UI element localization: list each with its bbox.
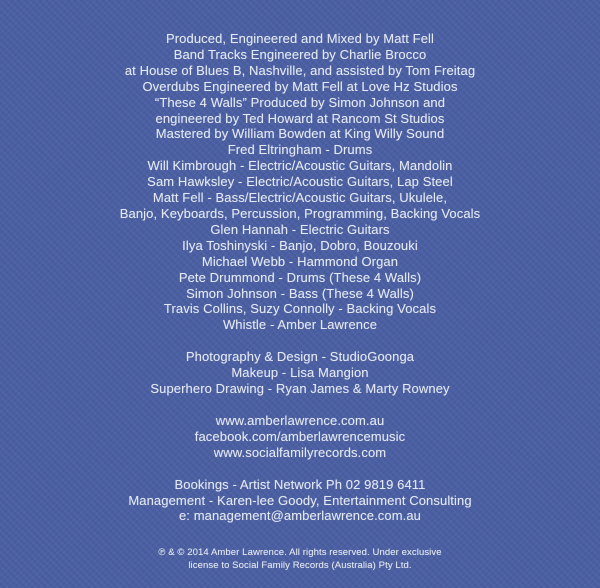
credit-line: Glen Hannah - Electric Guitars	[210, 221, 390, 237]
credit-line: Michael Webb - Hammond Organ	[201, 253, 399, 269]
credit-line: Photography & Design - StudioGoonga	[185, 349, 415, 365]
credit-line: Fred Eltringham - Drums	[227, 142, 373, 158]
credit-line: Superhero Drawing - Ryan James & Marty Rowney	[150, 381, 450, 397]
website-line: www.amberlawrence.com.au	[215, 412, 385, 428]
credit-line: Band Tracks Engineered by Charlie Brocco	[173, 46, 427, 62]
credit-line: “These 4 Walls” Produced by Simon Johnson and	[154, 94, 446, 110]
production-and-musicians-credits	[20, 31, 580, 333]
credit-line: Simon Johnson - Bass (These 4 Walls)	[186, 285, 414, 301]
credit-line: Ilya Toshinyski - Banjo, Dobro, Bouzouki	[182, 237, 418, 253]
credit-line: Banjo, Keyboards, Percussion, Programming, Backing Vocals	[119, 205, 481, 221]
credit-line: Sam Hawksley - Electric/Acoustic Guitars, Lap Steel	[147, 174, 453, 190]
credit-line: Will Kimbrough - Electric/Acoustic Guitars, Mandolin	[147, 158, 453, 174]
websites-list	[20, 413, 580, 461]
copyright-line: ℗ & © 2014 Amber Lawrence. All rights reserved. Under exclusive	[158, 547, 442, 559]
website-line: www.socialfamilyrecords.com	[213, 444, 387, 460]
contact-line: Management - Karen-lee Goody, Entertainment Consulting	[128, 492, 472, 508]
credit-line: Whistle - Amber Lawrence	[222, 317, 378, 333]
credit-line: Mastered by William Bowden at King Willy Sound	[155, 126, 445, 142]
credit-line: Matt Fell - Bass/Electric/Acoustic Guitars, Ukulele,	[152, 190, 448, 206]
credit-line: Travis Collins, Suzy Connolly - Backing Vocals	[163, 301, 437, 317]
contact-line: e: management@amberlawrence.com.au	[178, 508, 422, 524]
credit-line: Produced, Engineered and Mixed by Matt Fell	[165, 31, 435, 46]
copyright-line: license to Social Family Records (Australia) Pty Ltd.	[188, 559, 412, 571]
contact-info	[20, 477, 580, 525]
copyright-notice	[20, 547, 580, 572]
credit-line: at House of Blues B, Nashville, and assisted by Tom Freitag	[124, 62, 476, 78]
credit-line: engineered by Ted Howard at Rancom St Studios	[155, 110, 445, 126]
artwork-credits	[20, 349, 580, 397]
website-line: facebook.com/amberlawrencemusic	[194, 428, 406, 444]
contact-line: Bookings - Artist Network Ph 02 9819 6411	[174, 476, 426, 492]
credit-line: Makeup - Lisa Mangion	[231, 365, 369, 381]
credit-line: Overdubs Engineered by Matt Fell at Love Hz Studios	[142, 78, 458, 94]
credit-line: Pete Drummond - Drums (These 4 Walls)	[178, 269, 422, 285]
